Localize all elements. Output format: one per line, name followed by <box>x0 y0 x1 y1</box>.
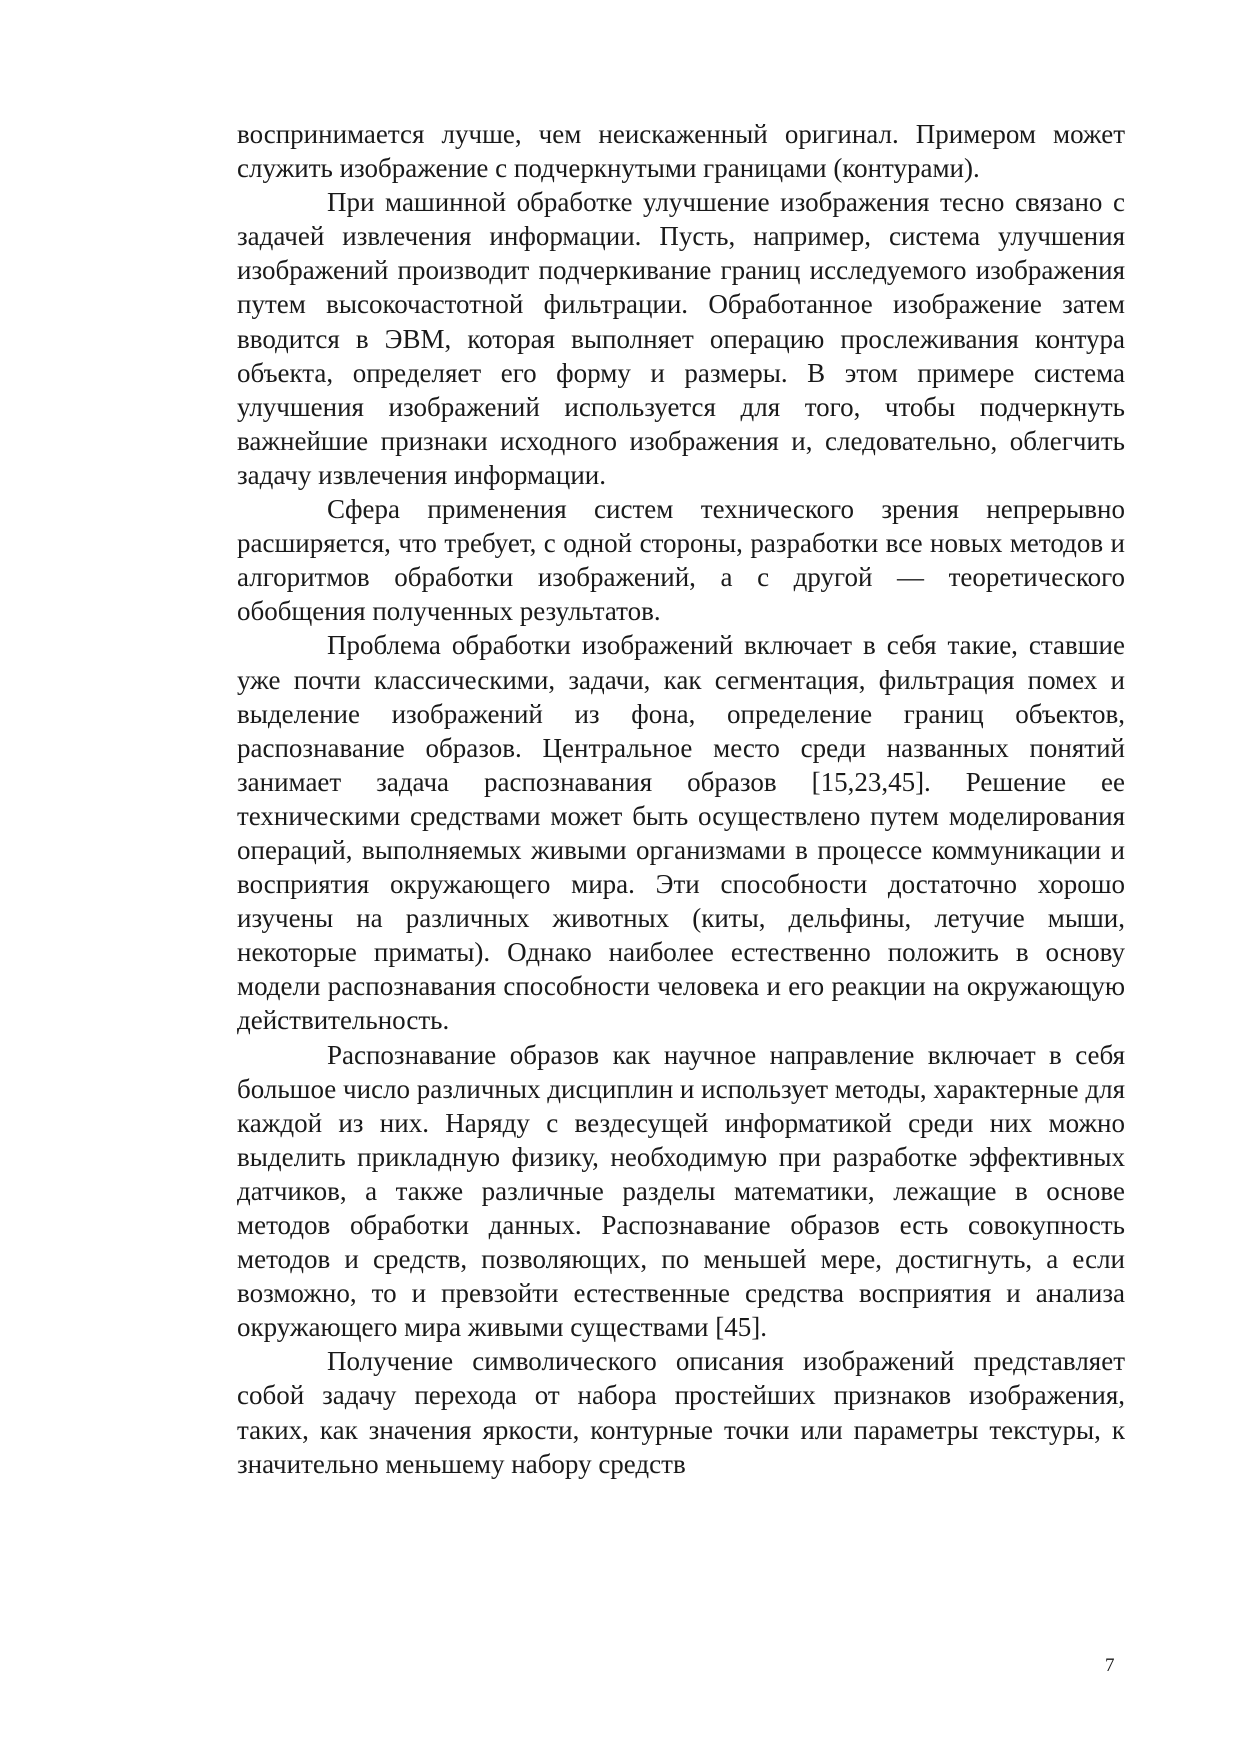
page-number: 7 <box>1105 1655 1115 1676</box>
paragraph-continuation: воспринимается лучше, чем неискаженный оригинал. Примером может служить изображение с подчеркнутыми границами (контурами). <box>237 119 1125 184</box>
paragraph-symbolic-description: Получение символического описания изображений представляет собой задачу перехода от набора простейших признаков изображения, таких, как значения яркости, контурные точки или параметры текстуры, к значительно меньшему набору средств <box>237 1346 1125 1479</box>
paragraph-image-processing-problem: Проблема обработки изображений включает в себя такие, ставшие уже почти классическими, задачи, как сегментация, фильтрация помех и выделение изображений из фона, определение границ объектов, распознавание образов. Центральное место среди названных понятий занимает задача распознавания образов [15,23,45]. Решение ее техническими средствами может быть осуществлено путем моделирования операций, выполняемых живыми организмами в процессе коммуникации и восприятия окружающего мира. Эти способности достаточно хорошо изучены на различных животных (киты, дельфины, летучие мыши, некоторые приматы). Однако наиболее естественно положить в основу модели распознавания способности человека и его реакции на окружающую действительность. <box>237 630 1125 1036</box>
paragraph-image-enhancement: При машинной обработке улучшение изображения тесно связано с задачей извлечения информации. Пусть, например, система улучшения изображений производит подчеркивание границ исследуемого изображения путем высокочастотной фильтрации. Обработанное изображение затем вводится в ЭВМ, которая выполняет операцию прослеживания контура объекта, определяет его форму и размеры. В этом примере система улучшения изображений используется для того, чтобы подчеркнуть важнейшие признаки исходного изображения и, следовательно, облегчить задачу извлечения информации. <box>237 187 1125 490</box>
paragraph-vision-systems: Сфера применения систем технического зрения непрерывно расширяется, что требует, с одной стороны, разработки все новых методов и алгоритмов обработки изображений, а с другой — теоретического обобщения полученных результатов. <box>237 494 1125 627</box>
paragraph-pattern-recognition: Распознавание образов как научное направление включает в себя большое число различных дисциплин и использует методы, характерные для каждой из них. Наряду с вездесущей информатикой среди них можно выделить прикладную физику, необходимую при разработке эффективных датчиков, а также различные разделы математики, лежащие в основе методов обработки данных. Распознавание образов есть совокупность методов и средств, позволяющих, по меньшей мере, достигнуть, а если возможно, то и превзойти естественные средства восприятия и анализа окружающего мира живыми существами [45]. <box>237 1039 1125 1343</box>
body-text <box>237 117 1125 1481</box>
